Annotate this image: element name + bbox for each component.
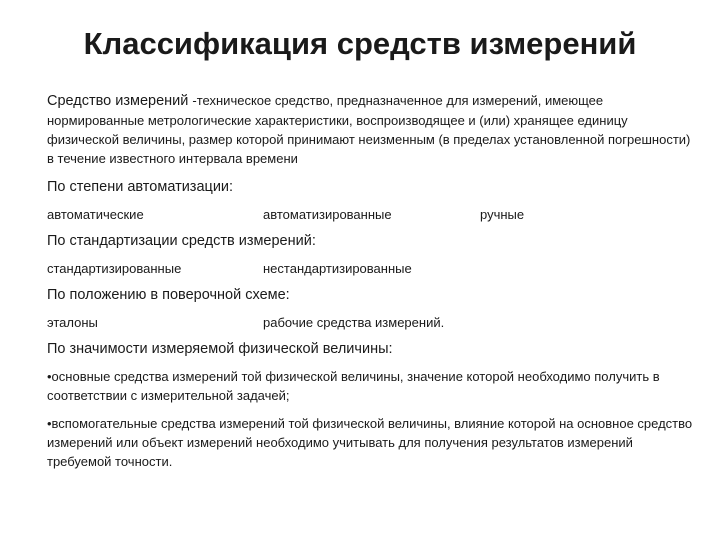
definition-paragraph — [47, 91, 697, 168]
definition-text: -техническое средство, предназначенное для измерений, имеющее нормированные метрологические характеристики, воспроизводящее и (или) хранящее единицу физической величины, размер которой принимают неизменным (в пределах установленной погрешности) в течение известного интервала времени — [47, 93, 691, 166]
list-item: ручные — [480, 207, 525, 222]
automation-types-row — [47, 205, 697, 224]
standardization-types-row — [47, 259, 697, 278]
slide-title: Классификация средств измерений — [83, 26, 637, 61]
list-item: рабочие средства измерений. — [263, 315, 445, 330]
list-item: эталоны — [47, 315, 98, 330]
heading-standardization: По стандартизации средств измерений: — [47, 233, 316, 249]
definition-term: Средство измерений — [47, 93, 193, 109]
slide-content — [47, 91, 697, 480]
heading-verification: По положению в поверочной схеме: — [47, 287, 290, 303]
list-item: нестандартизированные — [263, 261, 412, 276]
verification-types-row — [47, 313, 697, 332]
list-item: стандартизированные — [47, 261, 182, 276]
bullet-item: •основные средства измерений той физической величины, значение которой необходимо получить в соответствии с измерительной задачей; — [47, 369, 660, 403]
bullet-item: •вспомогательные средства измерений той физической величины, влияние которой на основное средство измерений или объект измерений необходимо учитывать для получения результатов измерений требуемой точности. — [47, 416, 693, 469]
heading-significance: По значимости измеряемой физической величины: — [47, 341, 393, 357]
heading-automation: По степени автоматизации: — [47, 179, 234, 195]
list-item: автоматические — [47, 207, 144, 222]
list-item: автоматизированные — [263, 207, 392, 222]
